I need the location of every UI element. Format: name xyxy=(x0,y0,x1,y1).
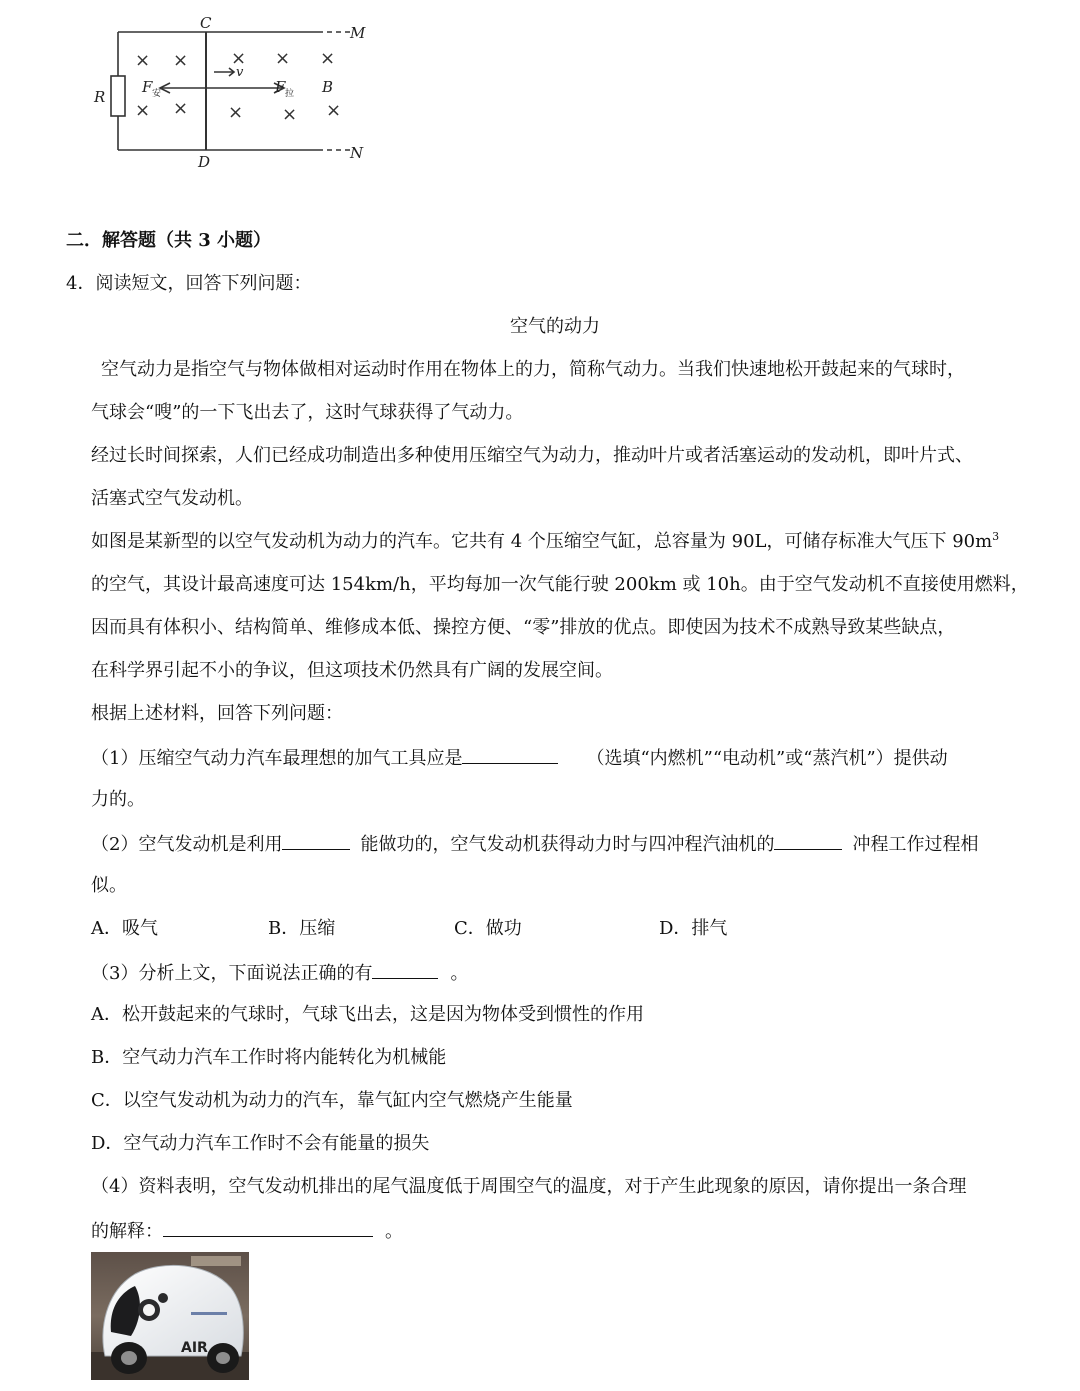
label-f-an: F xyxy=(142,78,153,96)
option-b-q2[interactable]: B．压缩 xyxy=(268,918,336,939)
answer-blank-1[interactable] xyxy=(462,745,558,764)
field-cross: × xyxy=(275,48,291,69)
paragraph-1-line-1: 空气动力是指空气与物体做相对运动时作用在物体上的力，简称气动力。当我们快速地松开鼓起来的气球时， xyxy=(101,359,965,380)
car-sensor xyxy=(158,1293,168,1303)
question-stem: 4．阅读短文，回答下列问题： xyxy=(66,273,312,294)
section-heading: 二．解答题（共 3 小题） xyxy=(66,230,272,251)
car-stripe xyxy=(191,1312,227,1315)
subquestion-2-cont: 似。 xyxy=(91,875,127,896)
paragraph-4: 根据上述材料，回答下列问题： xyxy=(91,703,343,724)
car-rear-hub xyxy=(216,1352,230,1364)
air-car-photo xyxy=(91,1252,249,1380)
answer-blank-4[interactable] xyxy=(163,1218,373,1237)
subquestion-4-cont: 的解释： 。 xyxy=(91,1218,403,1244)
paragraph-2-line-1: 经过长时间探索，人们已经成功制造出多种使用压缩空气为动力，推动叶片或者活塞运动的发动机，即叶片式、 xyxy=(91,445,973,466)
photo-light xyxy=(191,1256,241,1266)
subquestion-1: （1）压缩空气动力汽车最理想的加气工具应是 （选填“内燃机”“电动机”或“蒸汽机”）提供动 xyxy=(91,745,948,771)
field-cross: × xyxy=(173,50,189,71)
paragraph-3-line-1: 如图是某新型的以空气发动机为动力的汽车。它共有 4 个压缩空气缸，总容量为 90L，可储存标准大气压下 $90m^3$ xyxy=(91,530,1000,552)
subquestion-2: （2）空气发动机是利用 能做功的，空气发动机获得动力时与四冲程汽油机的 冲程工作过程相 xyxy=(91,831,978,857)
option-a-q2[interactable]: A．吸气 xyxy=(91,918,158,939)
subquestion-4: （4）资料表明，空气发动机排出的尾气温度低于周围空气的温度，对于产生此现象的原因，请你提出一条合理 xyxy=(91,1176,967,1197)
field-cross: × xyxy=(320,48,336,69)
subquestion-3: （3）分析上文，下面说法正确的有 。 xyxy=(91,960,468,986)
field-cross: × xyxy=(326,100,342,121)
paragraph-3-line-4: 在科学界引起不小的争议，但这项技术仍然具有广阔的发展空间。 xyxy=(91,660,613,681)
label-v: v xyxy=(236,65,244,80)
option-a-q3[interactable]: A．松开鼓起来的气球时，气球飞出去，这是因为物体受到惯性的作用 xyxy=(91,1004,644,1025)
field-cross: × xyxy=(282,104,298,125)
option-c-q2[interactable]: C．做功 xyxy=(454,918,522,939)
subquestion-1-cont: 力的。 xyxy=(91,789,145,810)
label-r: R xyxy=(94,88,106,106)
circuit-diagram xyxy=(88,10,388,178)
label-f-la: F xyxy=(275,78,286,96)
label-n: N xyxy=(350,144,364,162)
paragraph-3-line-3: 因而具有体积小、结构简单、维修成本低、操控方便、“零”排放的优点。即使因为技术不成熟导致某些缺点， xyxy=(91,617,956,638)
option-d-q2[interactable]: D．排气 xyxy=(659,918,728,939)
car-front-hub xyxy=(121,1351,137,1365)
answer-blank-2a[interactable] xyxy=(282,831,350,850)
field-cross: × xyxy=(135,50,151,71)
label-m: M xyxy=(350,24,366,42)
resistor xyxy=(111,76,125,116)
label-b: B xyxy=(322,78,334,96)
paragraph-2-line-2: 活塞式空气发动机。 xyxy=(91,488,253,509)
field-cross: × xyxy=(228,102,244,123)
field-cross: × xyxy=(231,48,247,69)
option-b-q3[interactable]: B．空气动力汽车工作时将内能转化为机械能 xyxy=(91,1047,447,1068)
option-c-q3[interactable]: C．以空气发动机为动力的汽车，靠气缸内空气燃烧产生能量 xyxy=(91,1090,573,1111)
car-headlight xyxy=(143,1304,155,1316)
paragraph-3-line-2: 的空气，其设计最高速度可达 154km/h，平均每加一次气能行驶 200km 或 10h。由于空气发动机不直接使用燃料， xyxy=(91,574,1029,595)
label-f-an-sub: 安 xyxy=(152,89,162,99)
field-cross: × xyxy=(135,100,151,121)
answer-blank-2b[interactable] xyxy=(774,831,842,850)
paragraph-1-line-2: 气球会“嗖”的一下飞出去了，这时气球获得了气动力。 xyxy=(91,402,524,423)
answer-blank-3[interactable] xyxy=(372,960,438,979)
car-logo: AIR xyxy=(181,1340,208,1356)
option-d-q3[interactable]: D．空气动力汽车工作时不会有能量的损失 xyxy=(91,1133,430,1154)
label-d: D xyxy=(198,153,211,171)
label-c: C xyxy=(200,14,212,32)
field-cross: × xyxy=(173,98,189,119)
label-f-la-sub: 拉 xyxy=(285,89,295,99)
article-title: 空气的动力 xyxy=(510,316,600,337)
